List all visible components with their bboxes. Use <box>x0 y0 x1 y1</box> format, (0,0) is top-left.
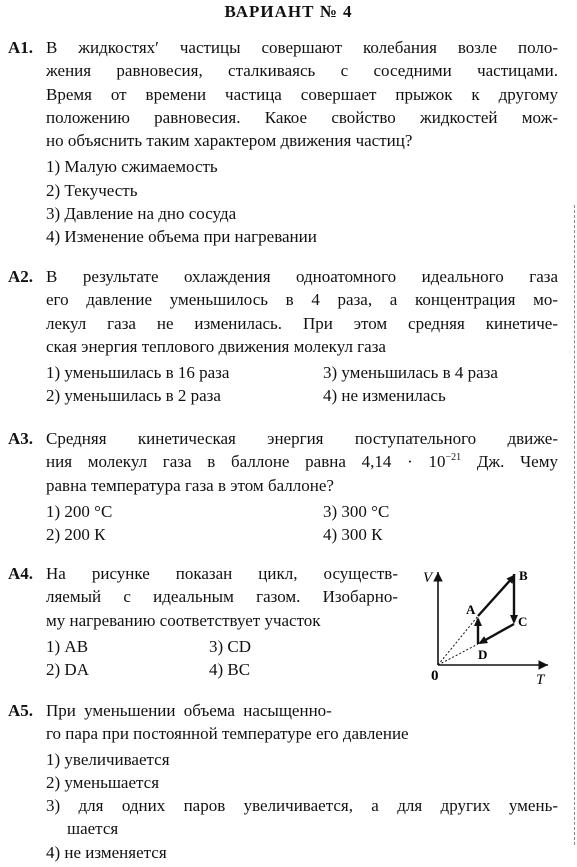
answer-option[interactable]: 4) Изменение объема при нагревании <box>46 227 317 247</box>
variant-title: ВАРИАНТ № 4 <box>224 2 353 21</box>
answer-option[interactable]: 4) не изменилась <box>323 386 446 406</box>
question-number: А5. <box>8 701 34 720</box>
segment-ab <box>478 576 514 616</box>
answer-option[interactable]: 2) Текучесть <box>46 180 138 200</box>
question-text-line: лекул газа не изменилась. При этом средняя кинетиче- <box>46 313 558 333</box>
segment-cd <box>480 624 514 643</box>
vt-cycle-diagram <box>420 560 560 690</box>
answer-option[interactable]: 4) ВС <box>209 659 251 679</box>
question-text-line: ская энергия теплового движения молекул газа <box>46 336 386 356</box>
question-text-line: Средняя кинетическая энергия поступательного движе- <box>46 429 558 448</box>
answer-option[interactable]: 1) увеличивается <box>46 749 170 769</box>
answer-option[interactable]: 4) 300 К <box>323 524 383 544</box>
answer-option[interactable]: 1) уменьшилась в 16 раза <box>46 363 230 383</box>
point-label-c: C <box>518 614 528 629</box>
answer-option[interactable]: 1) Малую сжимаемость <box>46 157 218 177</box>
answer-option[interactable]: 2) DA <box>46 659 89 679</box>
answer-option[interactable]: 1) 200 °С <box>46 501 113 521</box>
answer-option[interactable]: 3) Давление на дно сосуда <box>46 204 237 224</box>
question-text-line: его давление уменьшилось в 4 раза, а концентрация мо- <box>46 290 558 310</box>
question-text-line: В жидкостях′ частицы совершают колебания возле поло- <box>46 38 558 57</box>
question-text-line: В результате охлаждения одноатомного идеального газа <box>46 267 558 286</box>
axis-label-t: T <box>536 672 545 688</box>
answer-option[interactable]: 2) уменьшается <box>46 772 160 792</box>
isobar-ray-a <box>438 616 478 665</box>
question-text-line: го пара при постоянной температуре его давление <box>46 724 409 744</box>
answer-option[interactable]: 2) уменьшилась в 2 раза <box>46 386 221 406</box>
question-number: А1. <box>8 38 34 57</box>
isobar-ray-d <box>438 644 478 665</box>
question-number: А4. <box>8 564 34 583</box>
origin-label: 0 <box>431 668 439 684</box>
question-number: А2. <box>8 267 34 286</box>
exponent: −21 <box>445 452 462 464</box>
question-text-line: жения равновесия, сталкиваясь с соседними частицами. <box>46 61 558 81</box>
answer-option[interactable]: 3) для одних паров увеличивается, а для других умень- <box>46 796 558 816</box>
question-text-line: ляемый с идеальным газом. Изобарно- <box>46 587 398 607</box>
axis-label-v: V <box>423 570 433 586</box>
question-text-line: но объяснить таким характером движения частиц? <box>46 131 413 151</box>
question-text-line: Время от времени частица совершает прыжок к другому <box>46 84 558 104</box>
answer-option-continuation: шается <box>67 819 119 839</box>
question-text-line: На рисунке показан цикл, осуществ- <box>46 564 398 583</box>
question-text-line: положению равновесия. Какое свойство жидкостей мож- <box>46 107 558 127</box>
point-label-a: A <box>466 602 476 617</box>
answer-option[interactable]: 3) 300 °С <box>323 501 390 521</box>
point-label-b: B <box>519 568 528 583</box>
question-text-line: При уменьшении объема насыщенно- <box>46 701 332 720</box>
page-edge-line <box>574 205 575 845</box>
point-label-d: D <box>478 647 488 662</box>
question-text-line: ния молекул газа в баллоне равна $4,14 \cdot 10^{-21}$ Дж. Чему <box>46 452 558 472</box>
answer-option[interactable]: 2) 200 К <box>46 524 106 544</box>
question-number: А3. <box>8 429 34 448</box>
question-text-line: му нагреванию соответствует участок <box>46 610 321 630</box>
answer-option[interactable]: 1) АВ <box>46 636 89 656</box>
answer-option[interactable]: 4) не изменяется <box>46 842 167 862</box>
question-text-line: равна температура газа в этом баллоне? <box>46 475 334 495</box>
answer-option[interactable]: 3) уменьшилась в 4 раза <box>323 363 498 383</box>
answer-option[interactable]: 3) CD <box>209 636 252 656</box>
